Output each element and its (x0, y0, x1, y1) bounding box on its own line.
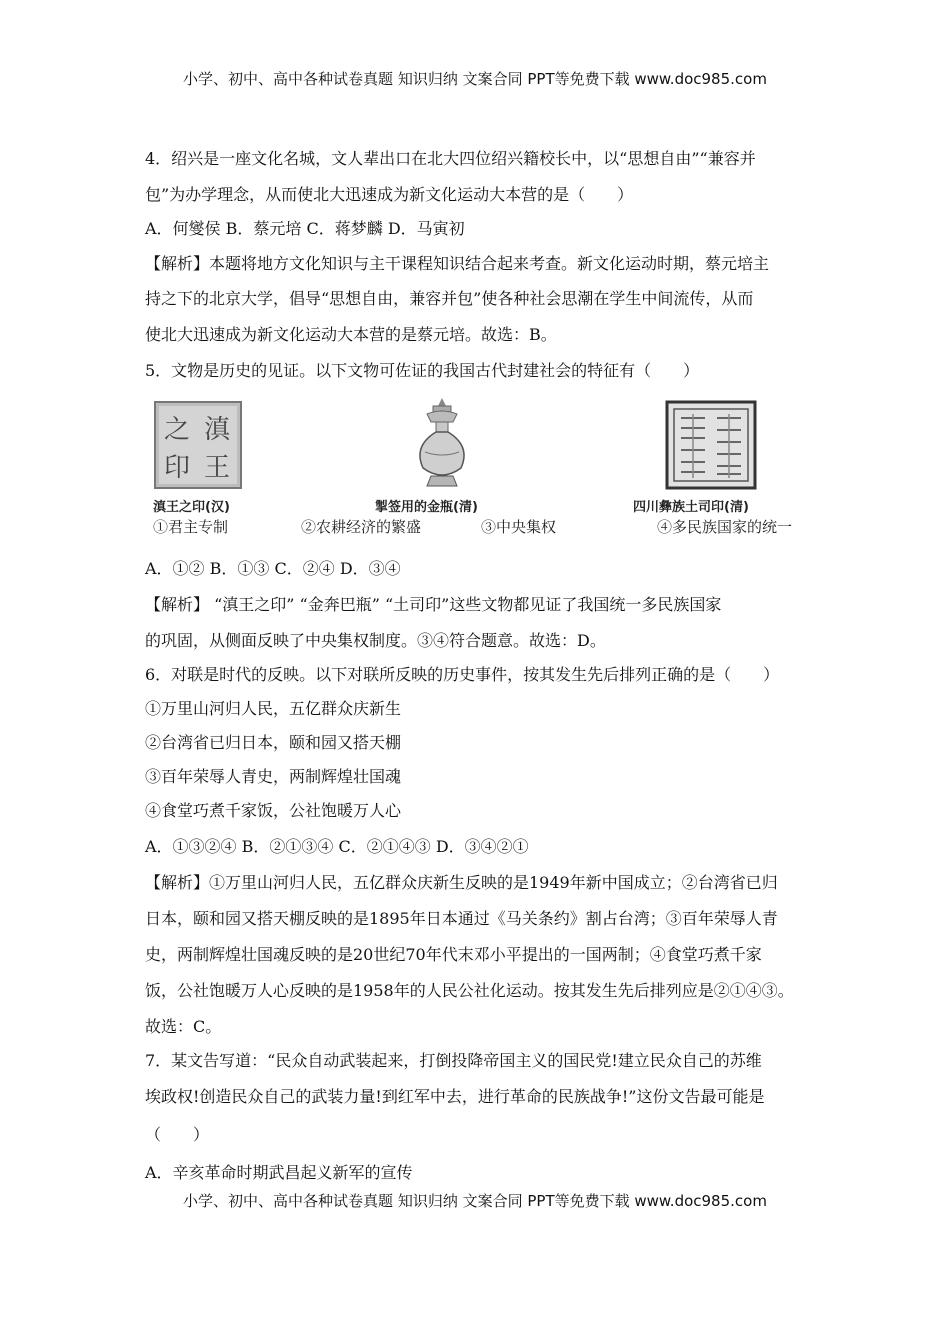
q4-options: A．何燮侯 B．蔡元培 C．蒋梦麟 D．马寅初 (145, 219, 465, 238)
q5-analysis-line2: 的巩固，从侧面反映了中央集权制度。③④符合题意。故选：D。 (145, 631, 606, 650)
q6-analysis-line2: 日本，颐和园又搭天棚反映的是1895年日本通过《马关条约》割占台湾；③百年荣辱人青 (145, 909, 778, 928)
seal1-char-1: 之 (163, 415, 191, 445)
page-footer: 小学、初中、高中各种试卷真题 知识归纳 文案合同 PPT等免费下载 www.doc985.com (183, 1192, 767, 1210)
q4-stem-line1: 4．绍兴是一座文化名城，文人辈出口在北大四位绍兴籍校长中，以“思想自由”“兼容并 (145, 149, 756, 168)
caption-dian-wang-seal: 滇王之印(汉) (153, 500, 230, 515)
q7-stem-line3: （ ） (145, 1125, 210, 1144)
label-3: ③中央集权 (481, 518, 557, 536)
artifact-figure (145, 400, 810, 540)
q6-analysis-line3: 史，两制辉煌壮国魂反映的是20世纪70年代末邓小平提出的一国两制；④食堂巧煮千家 (145, 945, 762, 964)
seal1-char-3: 印 (163, 453, 191, 483)
q4-stem-line2: 包”为办学理念，从而使北大迅速成为新文化运动大本营的是（ ） (145, 185, 634, 204)
caption-tusi-seal: 四川彝族土司印(清) (633, 500, 749, 515)
q6-couplet-1: ①万里山河归人民，五亿群众庆新生 (145, 699, 402, 718)
page-header: 小学、初中、高中各种试卷真题 知识归纳 文案合同 PPT等免费下载 www.doc985.com (183, 70, 767, 88)
q6-stem: 6．对联是时代的反映。以下对联所反映的历史事件，按其发生先后排列正确的是（ ） (145, 665, 780, 684)
q7-option-a: A．辛亥革命时期武昌起义新军的宣传 (145, 1163, 413, 1182)
q5-options: A．①② B．①③ C．②④ D．③④ (145, 559, 401, 578)
caption-golden-vase: 掣签用的金瓶(清) (375, 500, 478, 515)
label-2: ②农耕经济的繁盛 (301, 518, 422, 536)
q6-couplet-3: ③百年荣辱人青史，两制辉煌壮国魂 (145, 767, 402, 786)
q6-couplet-2: ②台湾省已归日本，颐和园又搭天棚 (145, 733, 402, 752)
label-1: ①君主专制 (153, 518, 229, 536)
q7-stem-line2: 埃政权!创造民众自己的武装力量!到红军中去，进行革命的民族战争!”这份文告最可能是 (145, 1087, 765, 1106)
q6-couplet-4: ④食堂巧煮千家饭，公社饱暖万人心 (145, 801, 402, 820)
q4-analysis-line2: 持之下的北京大学，倡导“思想自由，兼容并包”使各种社会思潮在学生中间流传，从而 (145, 289, 754, 308)
seal-dian-wang-image (153, 400, 243, 490)
q6-analysis-line1: 【解析】①万里山河归人民，五亿群众庆新生反映的是1949年新中国成立；②台湾省已归 (145, 873, 778, 892)
seal1-char-2: 滇 (203, 415, 231, 445)
q6-analysis-line5: 故选：C。 (145, 1017, 222, 1036)
q5-stem: 5．文物是历史的见证。以下文物可佐证的我国古代封建社会的特征有（ ） (145, 361, 700, 380)
tusi-seal-image (665, 400, 757, 490)
q6-options: A．①③②④ B．②①③④ C．②①④③ D．③④②① (145, 837, 529, 856)
q4-analysis-line3: 使北大迅速成为新文化运动大本营的是蔡元培。故选：B。 (145, 325, 557, 344)
q6-analysis-line4: 饭，公社饱暖万人心反映的是1958年的人民公社化运动。按其发生先后排列应是②①④③。 (145, 981, 794, 1000)
q5-analysis-line1: 【解析】 “滇王之印” “金奔巴瓶” “土司印”这些文物都见证了我国统一多民族国家 (145, 595, 722, 614)
label-4: ④多民族国家的统一 (657, 518, 793, 536)
q7-stem-line1: 7．某文告写道：“民众自动武装起来，打倒投降帝国主义的国民党!建立民众自己的苏维 (145, 1051, 762, 1070)
golden-vase-image (407, 396, 477, 490)
q4-analysis-line1: 【解析】本题将地方文化知识与主干课程知识结合起来考查。新文化运动时期，蔡元培主 (145, 254, 770, 273)
seal1-char-4: 王 (203, 453, 231, 483)
